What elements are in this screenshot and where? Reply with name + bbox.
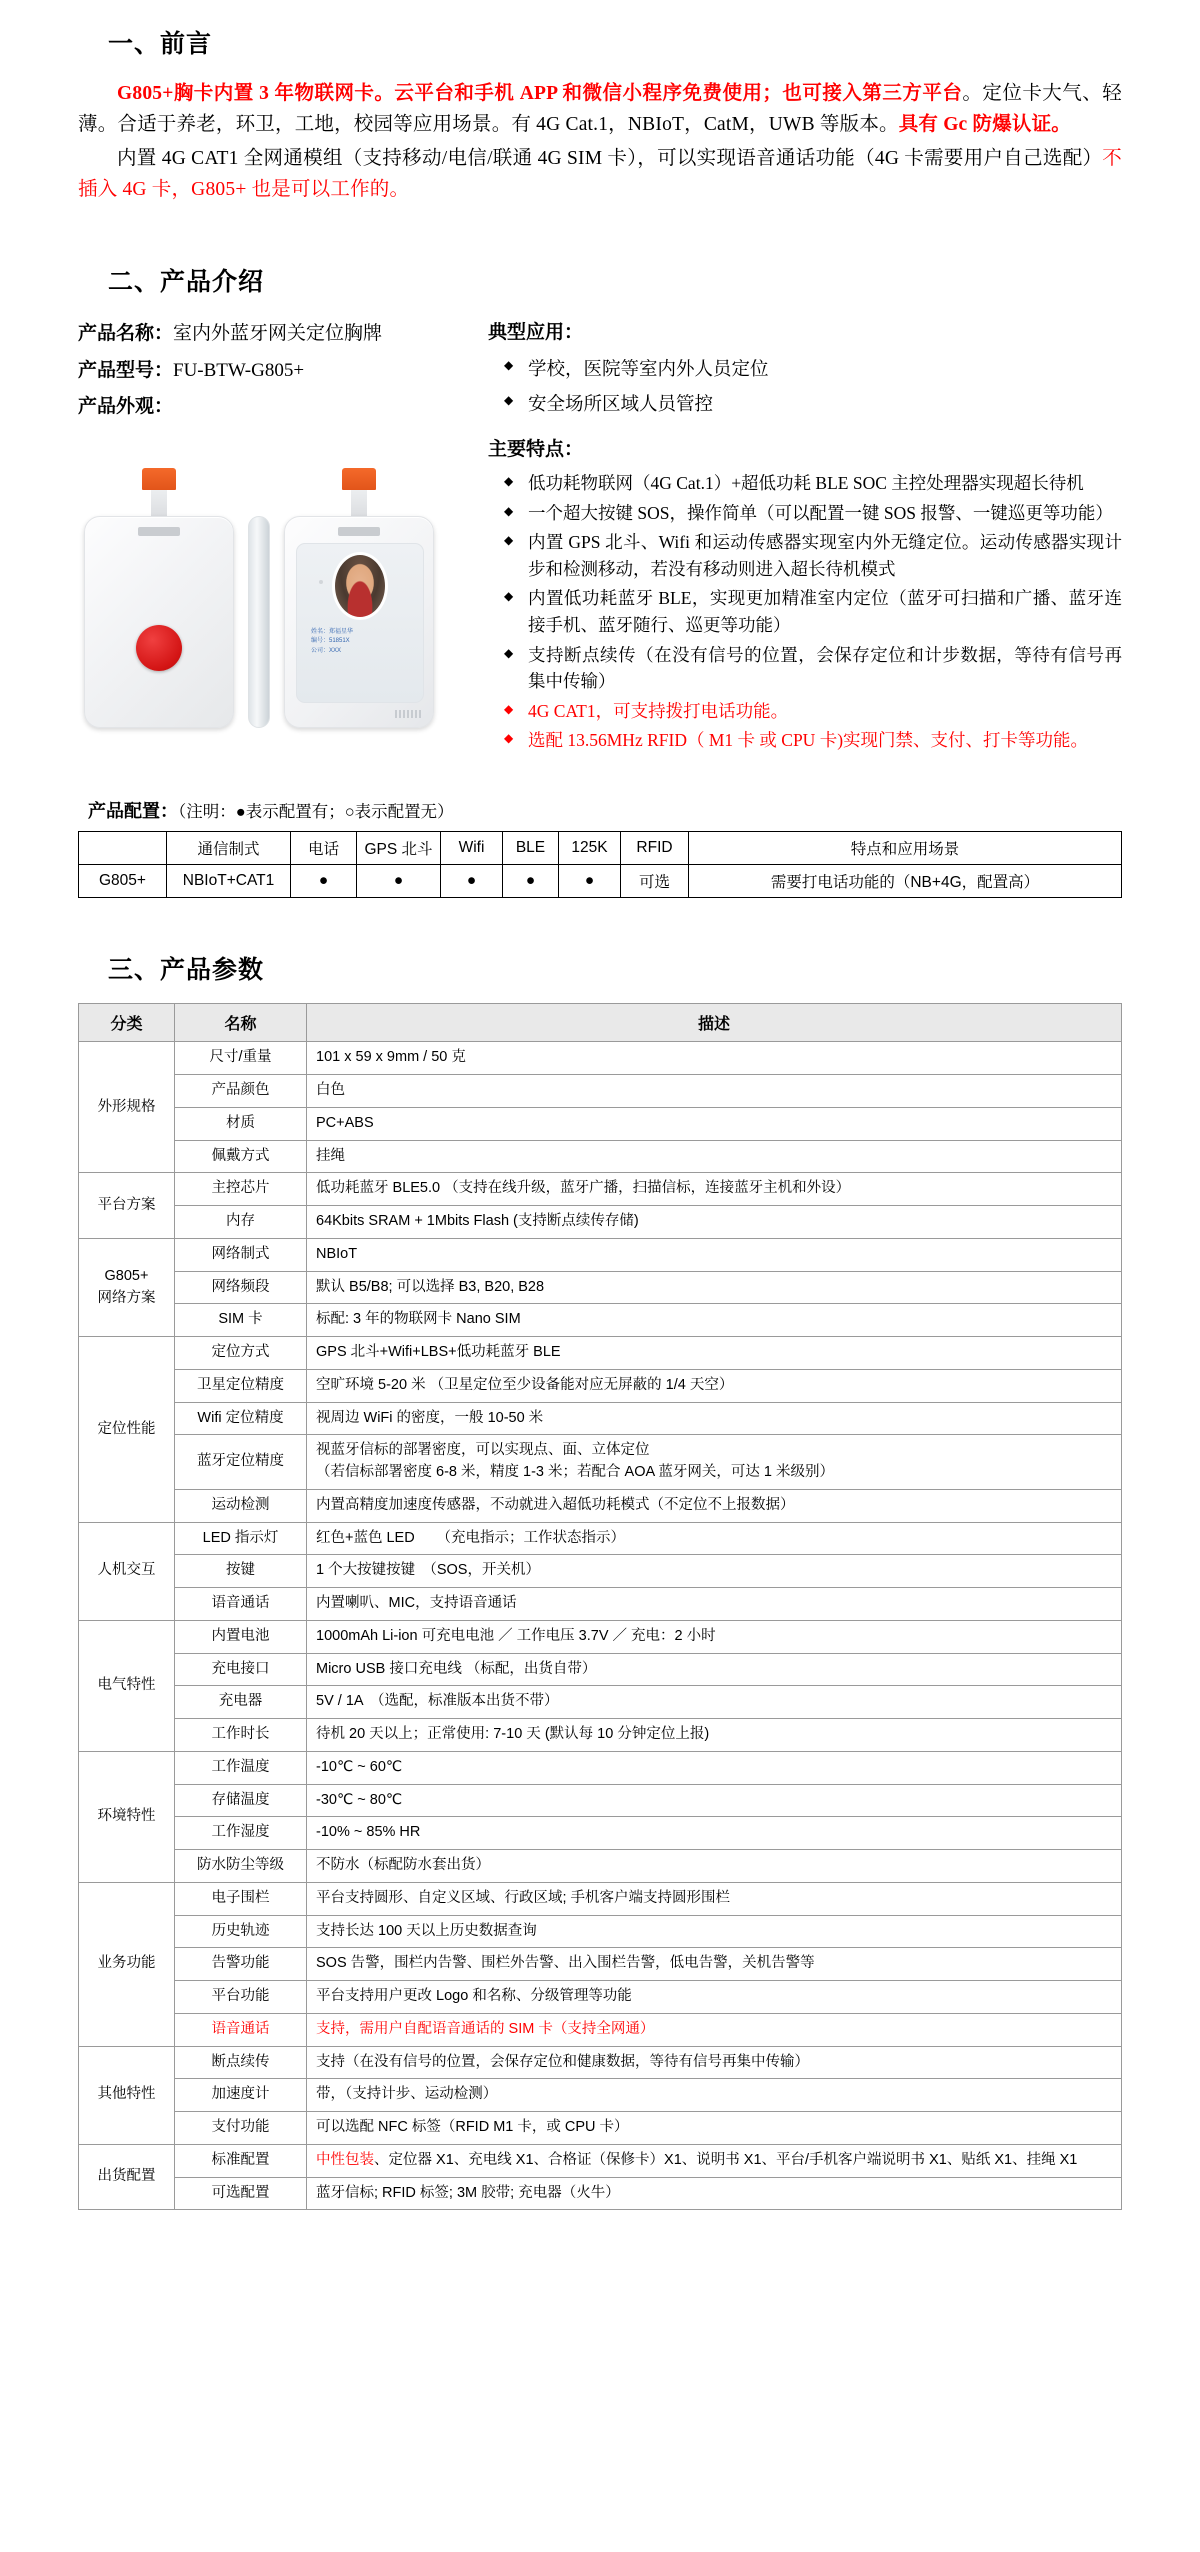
table-row [79,1107,1122,1140]
config-header-scene: 特点和应用场景 [689,831,1122,864]
product-model-value: FU-BTW-G805+ [173,360,305,382]
intro-paragraph-1 [78,78,1122,141]
param-cell-name: 佩戴方式 [175,1140,307,1173]
param-cell-description: 视周边 WiFi 的密度，一般 10-50 米 [307,1402,1122,1435]
intro-p1-black: 。定位卡大气、轻薄。合适于养老，环卫，工地，校园等应用场景。有 4G Cat.1，NBIoT，CatM，UWB 等版本。 [78,82,1122,136]
table-row [79,1075,1122,1108]
param-cell-category: 电气特性 [79,1620,175,1751]
table-row [79,1620,1122,1653]
list-item: ◆ 学校，医院等室内外人员定位 [488,353,1122,387]
param-cell-name: 告警功能 [175,1948,307,1981]
table-row [79,1402,1122,1435]
product-model-line [78,352,478,389]
typical-application-label: 典型应用： [488,322,584,344]
badge-card-line-3: 公司：XXX [311,648,342,655]
device-front-view [84,468,234,728]
badge-body-card [284,516,434,728]
table-row [79,1555,1122,1588]
speaker-grille-icon [395,710,421,718]
param-cell-description: 支持，需用户自配语音通话的 SIM 卡（支持全网通） [307,2013,1122,2046]
param-cell-description: 内置高精度加速度传感器，不动就进入超低功耗模式（不定位不上报数据） [307,1489,1122,1522]
param-cell-name: 存储温度 [175,1784,307,1817]
param-cell-category: 人机交互 [79,1522,175,1620]
badge-card-line-1: 姓名：郑福星华 [311,628,354,635]
table-row [79,1206,1122,1239]
param-cell-description: 标配: 3 年的物联网卡 Nano SIM [307,1304,1122,1337]
parameter-table [78,1003,1122,2210]
param-cell-name: 工作温度 [175,1751,307,1784]
param-cell-description: 待机 20 天以上；正常使用: 7-10 天 (默认每 10 分钟定位上报) [307,1719,1122,1752]
intro-p1-red-lead: G805+胸卡内置 3 年物联网卡。云平台和手机 APP 和微信小程序免费使用；也可接入第三方平台 [117,82,963,104]
section-1-heading: 一、前言 [108,31,213,58]
badge-body-front [84,516,234,728]
config-title-label: 产品配置： [88,800,178,821]
list-item: ◆ 支持断点续传（在没有信号的位置，会保存定位和计步数据，等待有信号再集中传输） [488,642,1122,695]
table-row [79,1981,1122,2014]
product-model-label: 产品型号： [78,360,174,382]
param-header-name: 名称 [175,1004,307,1042]
table-row [79,1304,1122,1337]
param-header-category: 分类 [79,1004,175,1042]
param-cell-category: 出货配置 [79,2144,175,2210]
param-cell-name: 历史轨迹 [175,1915,307,1948]
sensor-dot-icon [319,580,323,584]
table-row [79,1719,1122,1752]
config-cell-rfid: 可选 [621,864,689,897]
config-cell-ble: ● [503,864,559,897]
param-cell-description: 中性包装、定位器 X1、充电线 X1、合格证（保修卡）X1、说明书 X1、平台/手机客户端说明书 X1、贴纸 X1、挂绳 X1 [307,2144,1122,2177]
param-cell-name: 充电器 [175,1686,307,1719]
product-appearance-label: 产品外观： [78,396,174,418]
param-cell-name: 可选配置 [175,2177,307,2210]
config-cell-gps: ● [357,864,441,897]
config-header-125k: 125K [559,831,621,864]
config-cell-wifi: ● [441,864,503,897]
device-side-view [248,516,270,728]
parameter-table-body [79,1042,1122,2210]
config-header-network: 通信制式 [167,831,291,864]
table-row [79,2079,1122,2112]
product-intro-columns [78,315,1122,757]
list-item: ◆ 内置 GPS 北斗、Wifi 和运动传感器实现室内外无缝定位。运动传感器实现计步和检测移动，若没有移动则进入超长待机模式 [488,529,1122,582]
param-cell-description: NBIoT [307,1238,1122,1271]
main-features-label: 主要特点： [488,438,584,460]
param-cell-description: 不防水（标配防水套出货） [307,1850,1122,1883]
param-cell-description: 支持（在没有信号的位置，会保存定位和健康数据，等待有信号再集中传输） [307,2046,1122,2079]
badge-card-face [296,543,424,703]
table-row [79,2013,1122,2046]
param-cell-name: 网络制式 [175,1238,307,1271]
param-cell-description: 1000mAh Li-ion 可充电电池 ／ 工作电压 3.7V ／ 充电：2 小时 [307,1620,1122,1653]
config-header-wifi: Wifi [441,831,503,864]
param-cell-name: 语音通话 [175,2013,307,2046]
config-header-blank [79,831,167,864]
param-header-desc: 描述 [307,1004,1122,1042]
param-cell-name: 蓝牙定位精度 [175,1435,307,1490]
table-row [79,1489,1122,1522]
lanyard-clip-orange-icon-2 [342,468,376,490]
param-cell-description: 红色+蓝色 LED （充电指示；工作状态指示） [307,1522,1122,1555]
param-cell-category: 外形规格 [79,1042,175,1173]
table-row [79,1140,1122,1173]
lanyard-clip-orange-icon [142,468,176,490]
section-2-heading: 二、产品介绍 [108,268,265,296]
param-cell-name: Wifi 定位精度 [175,1402,307,1435]
table-row [79,1915,1122,1948]
section-3-heading: 三、产品参数 [108,956,265,984]
table-row [79,1369,1122,1402]
param-cell-name: 卫星定位精度 [175,1369,307,1402]
param-cell-description: Micro USB 接口充电线 （标配，出货自带） [307,1653,1122,1686]
product-left-column [78,315,478,757]
table-header-row [79,831,1122,864]
typical-application-list [488,353,1122,421]
param-cell-description: 白色 [307,1075,1122,1108]
table-row [79,1850,1122,1883]
table-row [79,1271,1122,1304]
config-cell-phone: ● [291,864,357,897]
badge-body-side [248,516,270,728]
config-header-phone: 电话 [291,831,357,864]
list-item: ◆ 一个超大按键 SOS，操作简单（可以配置一键 SOS 报警、一键巡更等功能） [488,500,1122,527]
param-cell-description: 视蓝牙信标的部署密度，可以实现点、面、立体定位 （若信标部署密度 6-8 米，精度 1-3 米；若配合 AOA 蓝牙网关，可达 1 米级别） [307,1435,1122,1490]
param-cell-category: 业务功能 [79,1882,175,2046]
table-row [79,1882,1122,1915]
config-table [78,831,1122,898]
config-note: （注明：●表示配置有；○表示配置无） [178,801,454,821]
param-cell-description: GPS 北斗+Wifi+LBS+低功耗蓝牙 BLE [307,1337,1122,1370]
param-cell-name: 网络频段 [175,1271,307,1304]
intro-block [78,78,1122,206]
device-badge-view [284,468,434,728]
param-cell-name: 支付功能 [175,2112,307,2145]
param-cell-name: 内置电池 [175,1620,307,1653]
table-row [79,1751,1122,1784]
table-row [79,2046,1122,2079]
param-cell-name: 充电接口 [175,1653,307,1686]
param-cell-category: 平台方案 [79,1173,175,1239]
table-row [79,1784,1122,1817]
param-cell-name: 尺寸/重量 [175,1042,307,1075]
param-cell-name: 按键 [175,1555,307,1588]
param-cell-category: G805+ 网络方案 [79,1238,175,1336]
config-cell-scene: 需要打电话功能的（NB+4G，配置高） [689,864,1122,897]
main-features-list [488,470,1122,754]
config-table-caption [88,797,1122,823]
param-cell-description: 挂绳 [307,1140,1122,1173]
badge-card-text [311,628,353,658]
param-cell-description: 空旷环境 5-20 米 （卫星定位至少设备能对应无屏蔽的 1/4 天空） [307,1369,1122,1402]
param-cell-name: 定位方式 [175,1337,307,1370]
param-cell-name: 内存 [175,1206,307,1239]
param-cell-name: 工作时长 [175,1719,307,1752]
param-cell-description: -10% ~ 85% HR [307,1817,1122,1850]
table-row [79,1173,1122,1206]
product-name-line [78,315,478,352]
param-cell-description: 带，（支持计步、运动检测） [307,2079,1122,2112]
list-item: ◆ 4G CAT1，可支持拨打电话功能。 [488,698,1122,725]
product-name-value: 室内外蓝牙网关定位胸牌 [173,323,383,345]
badge-card-line-2: 编号：51851X [311,638,350,645]
param-cell-name: 主控芯片 [175,1173,307,1206]
intro-p2-red: 不插入 4G 卡，G805+ 也是可以工作的。 [78,147,1122,201]
table-row [79,1817,1122,1850]
list-item: ◆ 低功耗物联网（4G Cat.1）+超低功耗 BLE SOC 主控处理器实现超长待机 [488,470,1122,497]
param-cell-name: SIM 卡 [175,1304,307,1337]
param-cell-description: 平台支持用户更改 Logo 和名称、分级管理等功能 [307,1981,1122,2014]
intro-p2-black: 内置 4G CAT1 全网通模组（支持移动/电信/联通 4G SIM 卡），可以实现语音通话功能（4G 卡需要用户自己选配） [117,147,1103,169]
lanyard-neck-icon-2 [351,490,367,516]
param-cell-description: 支持长达 100 天以上历史数据查询 [307,1915,1122,1948]
param-cell-category: 其他特性 [79,2046,175,2144]
table-row [79,2177,1122,2210]
param-cell-description: 内置喇叭、MIC，支持语音通话 [307,1588,1122,1621]
param-cell-name: 工作湿度 [175,1817,307,1850]
param-cell-name: 断点续传 [175,2046,307,2079]
table-row [79,864,1122,897]
config-header-ble: BLE [503,831,559,864]
table-row [79,1435,1122,1490]
list-item: ◆ 选配 13.56MHz RFID（ M1 卡 或 CPU 卡)实现门禁、支付、打卡等功能。 [488,727,1122,754]
lanyard-slot-icon-2 [338,527,380,536]
sos-button-icon [136,625,182,671]
param-cell-name: 材质 [175,1107,307,1140]
param-cell-description: 101 x 59 x 9mm / 50 克 [307,1042,1122,1075]
table-row [79,1653,1122,1686]
intro-p1-red-tail: 具有 Gc 防爆认证。 [898,114,1071,136]
param-cell-name: 产品颜色 [175,1075,307,1108]
table-row [79,1522,1122,1555]
config-header-gps: GPS 北斗 [357,831,441,864]
lanyard-slot-icon [138,527,180,536]
config-cell-model: G805+ [79,864,167,897]
product-name-label: 产品名称： [78,323,174,345]
table-row [79,1337,1122,1370]
param-cell-name: 语音通话 [175,1588,307,1621]
product-right-column [478,315,1122,757]
config-cell-125k: ● [559,864,621,897]
param-cell-category: 定位性能 [79,1337,175,1523]
param-cell-description: PC+ABS [307,1107,1122,1140]
table-row [79,1948,1122,1981]
table-row [79,1042,1122,1075]
config-header-rfid: RFID [621,831,689,864]
param-cell-description: 蓝牙信标; RFID 标签; 3M 胶带; 充电器（火牛） [307,2177,1122,2210]
intro-paragraph-2 [78,143,1122,206]
param-cell-description: 5V / 1A （选配，标准版本出货不带） [307,1686,1122,1719]
table-header-row [79,1004,1122,1042]
table-row [79,1588,1122,1621]
param-cell-description: SOS 告警，围栏内告警、围栏外告警、出入围栏告警，低电告警，关机告警等 [307,1948,1122,1981]
param-cell-description: 平台支持圆形、自定义区域、行政区域; 手机客户端支持圆形围栏 [307,1882,1122,1915]
param-cell-description: -30℃ ~ 80℃ [307,1784,1122,1817]
param-cell-description: -10℃ ~ 60℃ [307,1751,1122,1784]
param-cell-description: 低功耗蓝牙 BLE5.0 （支持在线升级，蓝牙广播，扫描信标，连接蓝牙主机和外设） [307,1173,1122,1206]
parameter-table-wrap [78,1003,1122,2210]
param-desc-red-prefix: 中性包装 [316,2151,374,2168]
param-cell-name: 加速度计 [175,2079,307,2112]
list-item: ◆ 内置低功耗蓝牙 BLE，实现更加精准室内定位（蓝牙可扫描和广播、蓝牙连接手机、蓝牙随行、巡更等功能） [488,585,1122,638]
lanyard-neck-icon [151,490,167,516]
param-cell-name: 防水防尘等级 [175,1850,307,1883]
param-cell-description: 64Kbits SRAM + 1Mbits Flash (支持断点续传存储) [307,1206,1122,1239]
employee-photo [334,554,386,618]
config-cell-network: NBIoT+CAT1 [167,864,291,897]
param-cell-name: 电子围栏 [175,1882,307,1915]
list-item: ◆ 安全场所区域人员管控 [488,388,1122,422]
device-image-row [84,438,478,728]
param-cell-name: 运动检测 [175,1489,307,1522]
param-cell-name: LED 指示灯 [175,1522,307,1555]
table-row [79,1238,1122,1271]
param-cell-description: 1 个大按键按键 （SOS，开关机） [307,1555,1122,1588]
table-row [79,2144,1122,2177]
param-cell-description: 可以选配 NFC 标签（RFID M1 卡，或 CPU 卡） [307,2112,1122,2145]
table-row [79,2112,1122,2145]
table-row [79,1686,1122,1719]
param-cell-category: 环境特性 [79,1751,175,1882]
param-cell-name: 标准配置 [175,2144,307,2177]
param-cell-description: 默认 B5/B8; 可以选择 B3, B20, B28 [307,1271,1122,1304]
param-cell-name: 平台功能 [175,1981,307,2014]
